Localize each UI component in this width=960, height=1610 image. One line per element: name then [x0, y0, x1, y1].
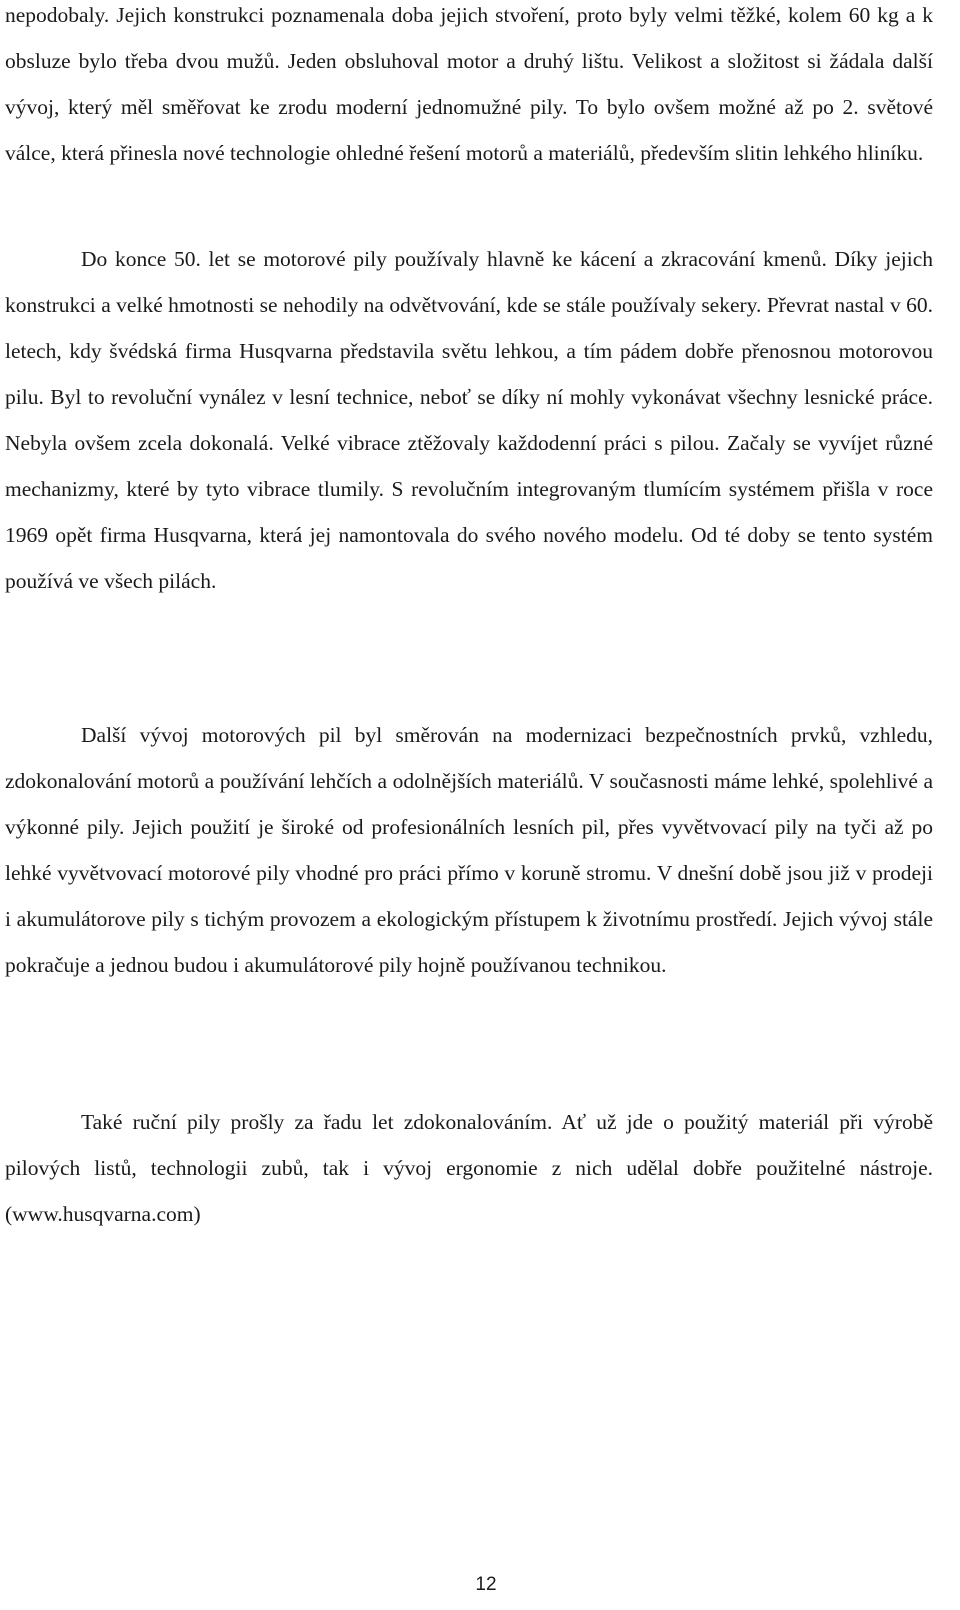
- page-number: 12: [475, 1574, 497, 1595]
- paragraph-2: Do konce 50. let se motorové pily používaly hlavně ke kácení a zkracování kmenů. Díky jejich konstrukci a velké hmotnosti se nehodily na odvětvování, kde se stále používaly sekery. Převrat nastal v 60. letech, kdy švédská firma Husqvarna představila světu lehkou, a tím pádem dobře přenosnou motorovou pilu. Byl to revoluční vynález v lesní technice, neboť se díky ní mohly vykonávat všechny lesnické práce. Nebyla ovšem zcela dokonalá. Velké vibrace ztěžovaly každodenní práci s pilou. Začaly se vyvíjet různé mechanizmy, které by tyto vibrace tlumily. S revolučním integrovaným tlumícím systémem přišla v roce 1969 opět firma Husqvarna, která jej namontovala do svého nového modelu. Od té doby se tento systém používá ve všech pilách.: [5, 247, 933, 593]
- paragraph-1: nepodobaly. Jejich konstrukci poznamenala doba jejich stvoření, proto byly velmi těžké, kolem 60 kg a k obsluze bylo třeba dvou mužů. Jeden obsluhoval motor a druhý lištu. Velikost a složitost si žádala další vývoj, který měl směřovat ke zrodu moderní jednomužné pily. To bylo ovšem možné až po 2. světové válce, která přinesla nové technologie ohledné řešení motorů a materiálů, především slitin lehkého hliníku.: [5, 3, 933, 165]
- paragraph-3: Další vývoj motorových pil byl směrován na modernizaci bezpečnostních prvků, vzhledu, zdokonalování motorů a používání lehčích a odolnějších materiálů. V současnosti máme lehké, spolehlivé a výkonné pily. Jejich použití je široké od profesionálních lesních pil, přes vyvětvovací pily na tyči až po lehké vyvětvovací motorové pily vhodné pro práci přímo v koruně stromu. V dnešní době jsou již v prodeji i akumulátorove pily s tichým provozem a ekologickým přístupem k životnímu prostředí. Jejich vývoj stále pokračuje a jednou budou i akumulátorové pily hojně používanou technikou.: [5, 723, 933, 977]
- paragraph-4: Také ruční pily prošly za řadu let zdokonalováním. Ať už jde o použitý materiál při výrobě pilových listů, technologii zubů, tak i vývoj ergonomie z nich udělal dobře použitelné nástroje. (www.husqvarna.com): [5, 1110, 933, 1226]
